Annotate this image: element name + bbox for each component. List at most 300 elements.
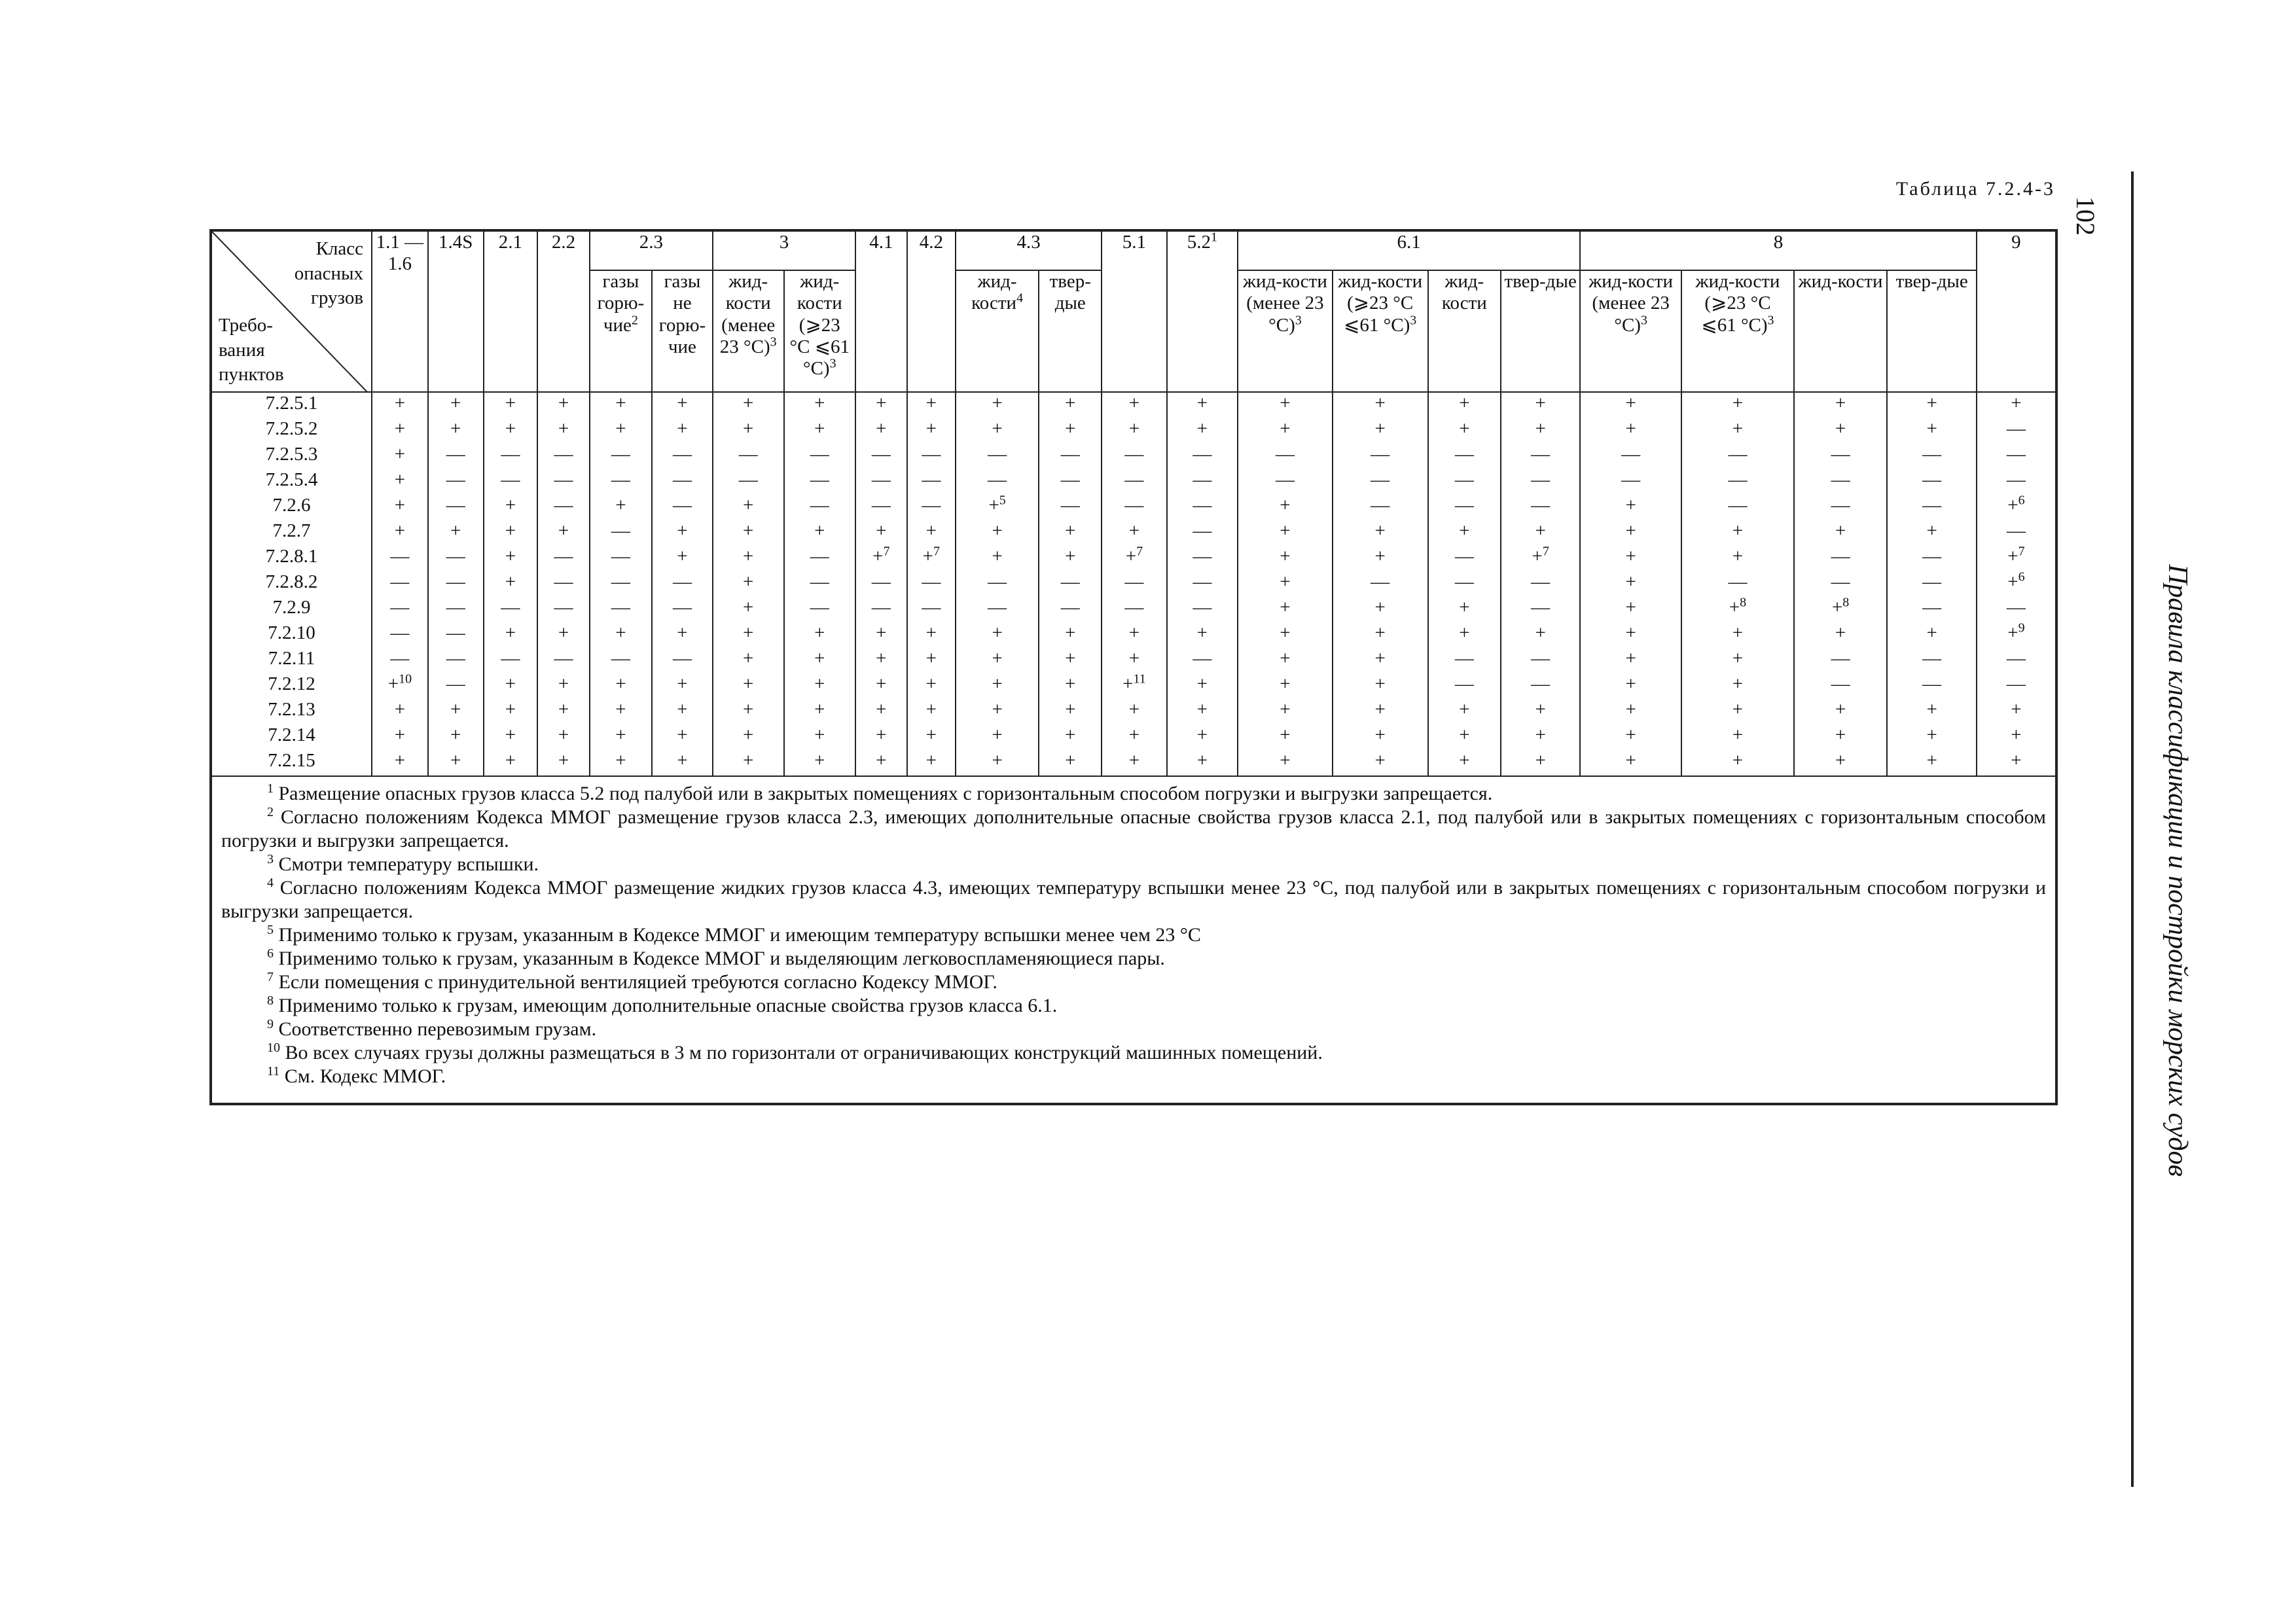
table-cell: +$^{10}$ <box>372 673 428 699</box>
footnote-marker: 7 <box>1542 546 1549 559</box>
table-cell: — <box>907 495 956 520</box>
table-cell: — <box>1167 546 1238 571</box>
class-header: 1.4S <box>428 230 484 392</box>
table-cell: + <box>484 622 538 648</box>
table-cell: — <box>907 571 956 597</box>
footnote-number: 3 <box>267 852 274 866</box>
footnote-marker: 7 <box>2018 546 2025 559</box>
table-cell: +$^9$ <box>1977 622 2056 648</box>
subclass-header: твер-дые <box>1887 270 1976 392</box>
table-cell: + <box>484 750 538 776</box>
table-cell: — <box>537 571 590 597</box>
footnote-number: 7 <box>267 970 274 984</box>
table-cell: + <box>590 495 652 520</box>
table-cell: +$^7$ <box>1501 546 1580 571</box>
table-cell: — <box>590 444 652 469</box>
table-cell: + <box>1167 392 1238 418</box>
footnote-number: 10 <box>267 1041 280 1055</box>
table-cell: + <box>1580 495 1681 520</box>
table-cell: + <box>1039 699 1102 724</box>
footnote-marker: 4 <box>1016 291 1024 306</box>
table-row <box>211 546 2056 571</box>
table-cell: — <box>1681 444 1794 469</box>
table-cell: — <box>428 444 484 469</box>
table-cell: + <box>713 622 784 648</box>
table-cell: + <box>1039 520 1102 546</box>
table-cell: — <box>372 546 428 571</box>
requirement-point-label: 7.2.8.2 <box>211 571 372 597</box>
table-cell: + <box>590 392 652 418</box>
table-row <box>211 724 2056 750</box>
table-cell: + <box>956 622 1039 648</box>
running-title: Правила классификации и постройки морских судов <box>2162 564 2193 1177</box>
table-cell: — <box>1681 469 1794 495</box>
table-cell: + <box>484 699 538 724</box>
table-cell: — <box>1887 673 1976 699</box>
table-cell: — <box>1794 495 1888 520</box>
subclass-header: газы горю-чие$^2$ <box>590 270 652 392</box>
table-row <box>211 469 2056 495</box>
table-cell: — <box>1887 444 1976 469</box>
footnote: $^6$ Применимо только к грузам, указанным в Кодексе ММОГ и выделяющим легковоспламеняющиеся пары. <box>267 946 1165 969</box>
table-cell: + <box>1039 546 1102 571</box>
table-cell: — <box>484 648 538 673</box>
table-cell: + <box>1580 724 1681 750</box>
table-cell: + <box>652 546 713 571</box>
table-cell: + <box>484 495 538 520</box>
cargo-requirements-table <box>209 229 2058 1105</box>
table-cell: + <box>855 750 907 776</box>
class-header: 2.1 <box>484 230 538 392</box>
footnote-marker: 11 <box>1133 673 1146 687</box>
footnote-marker: 7 <box>933 546 941 559</box>
table-cell: + <box>1039 418 1102 444</box>
table-cell: + <box>1167 418 1238 444</box>
table-cell: + <box>956 392 1039 418</box>
table-cell: — <box>1333 444 1428 469</box>
table-cell: + <box>428 750 484 776</box>
requirement-point-label: 7.2.5.1 <box>211 392 372 418</box>
table-cell: + <box>1580 520 1681 546</box>
class-header: 6.1 <box>1238 230 1580 270</box>
footnote-marker: 8 <box>1740 597 1747 610</box>
table-cell: + <box>713 648 784 673</box>
table-cell: + <box>1167 724 1238 750</box>
table-cell: + <box>1102 724 1166 750</box>
table-cell: + <box>1238 622 1333 648</box>
class-header: 5.1 <box>1102 230 1166 392</box>
table-cell: + <box>1681 418 1794 444</box>
footnote: $^{11}$ См. Кодекс ММОГ. <box>267 1064 446 1087</box>
footnotes-cell <box>211 776 2056 1104</box>
table-cell: + <box>1238 724 1333 750</box>
table-cell: — <box>428 571 484 597</box>
table-cell: + <box>1238 546 1333 571</box>
table-cell: + <box>1794 699 1888 724</box>
table-cell: — <box>1887 469 1976 495</box>
table-cell: + <box>428 724 484 750</box>
table-cell: — <box>956 469 1039 495</box>
table-cell: — <box>855 469 907 495</box>
table-cell: + <box>1333 673 1428 699</box>
table-cell: — <box>713 444 784 469</box>
table-cell: — <box>537 648 590 673</box>
table-cell: + <box>484 571 538 597</box>
table-cell: + <box>1238 597 1333 622</box>
table-cell: + <box>537 418 590 444</box>
table-cell: — <box>372 571 428 597</box>
table-cell: + <box>1681 622 1794 648</box>
table-cell: + <box>713 699 784 724</box>
table-cell: + <box>1039 673 1102 699</box>
class-header: 4.1 <box>855 230 907 392</box>
table-cell: — <box>590 546 652 571</box>
table-caption: Таблица 7.2.4-3 <box>1895 178 2055 200</box>
table-cell: + <box>1428 392 1501 418</box>
table-cell: + <box>1887 520 1976 546</box>
table-cell: + <box>956 520 1039 546</box>
table-row <box>211 392 2056 418</box>
table-cell: + <box>652 699 713 724</box>
table-cell: — <box>1333 469 1428 495</box>
table-cell: + <box>590 750 652 776</box>
table-cell: + <box>537 673 590 699</box>
table-cell: + <box>1102 392 1166 418</box>
table-cell: + <box>1501 392 1580 418</box>
table-cell: + <box>484 520 538 546</box>
table-cell: + <box>1794 750 1888 776</box>
table-cell: — <box>956 571 1039 597</box>
table-cell: — <box>428 622 484 648</box>
corner-requirements-label: Требо- вания пунктов <box>219 314 284 385</box>
table-cell: +$^7$ <box>907 546 956 571</box>
requirement-point-label: 7.2.12 <box>211 673 372 699</box>
table-cell: +$^{11}$ <box>1102 673 1166 699</box>
table-cell: + <box>1238 648 1333 673</box>
table-cell: + <box>1887 750 1976 776</box>
table-cell: + <box>1887 622 1976 648</box>
table-cell: + <box>1501 520 1580 546</box>
class-header: $5.2^1$ <box>1167 230 1238 392</box>
table-row <box>211 571 2056 597</box>
table-cell: + <box>1501 699 1580 724</box>
table-cell: — <box>1977 444 2056 469</box>
footnote: $^{10}$ Во всех случаях грузы должны размещаться в 3 м по горизонтали от ограничивающих конструкций машинных помещений. <box>267 1041 1323 1063</box>
table-cell: + <box>1428 750 1501 776</box>
table-cell: + <box>537 724 590 750</box>
table-cell: + <box>428 520 484 546</box>
table-cell: + <box>1428 724 1501 750</box>
table-cell: — <box>1887 495 1976 520</box>
table-cell: — <box>1428 495 1501 520</box>
table-cell: + <box>372 495 428 520</box>
margin-rule <box>2131 171 2134 1487</box>
table-cell: — <box>1794 673 1888 699</box>
table-cell: — <box>1039 495 1102 520</box>
table-cell: +$^6$ <box>1977 495 2056 520</box>
table-cell: — <box>1887 648 1976 673</box>
corner-class-label: Класс опасных грузов <box>294 238 364 309</box>
table-cell: +$^7$ <box>855 546 907 571</box>
table-cell: + <box>956 418 1039 444</box>
table-cell: + <box>1039 648 1102 673</box>
table-cell: — <box>784 571 856 597</box>
table-cell: + <box>907 648 956 673</box>
footnote-marker: 3 <box>1767 313 1774 328</box>
table-cell: — <box>1977 418 2056 444</box>
table-cell: + <box>1167 750 1238 776</box>
subclass-header: жид-кости (менее 23 °С)$^3$ <box>713 270 784 392</box>
footnote-number: 1 <box>267 781 274 796</box>
table-cell: — <box>1501 444 1580 469</box>
footnote-marker: 3 <box>1295 313 1302 328</box>
subclass-header: твер-дые <box>1039 270 1102 392</box>
table-cell: + <box>956 724 1039 750</box>
footnote-number: 9 <box>267 1017 274 1031</box>
class-header: 1.1 — 1.6 <box>372 230 428 392</box>
table-cell: — <box>1681 571 1794 597</box>
requirement-point-label: 7.2.15 <box>211 750 372 776</box>
table-cell: + <box>372 444 428 469</box>
table-cell: +$^7$ <box>1977 546 2056 571</box>
footnote-marker: 2 <box>631 313 638 328</box>
table-cell: + <box>855 699 907 724</box>
subclass-header: жид-кости (⩾23 °С ⩽61 °С)$^3$ <box>1681 270 1794 392</box>
table-cell: — <box>1238 444 1333 469</box>
table-cell: — <box>1102 571 1166 597</box>
table-cell: + <box>1681 648 1794 673</box>
table-cell: + <box>652 724 713 750</box>
table-cell: — <box>1102 495 1166 520</box>
table-cell: — <box>855 495 907 520</box>
table-cell: — <box>1887 546 1976 571</box>
table-cell: + <box>1238 520 1333 546</box>
table-cell: — <box>1333 571 1428 597</box>
table-cell: — <box>537 469 590 495</box>
table-cell: + <box>713 418 784 444</box>
header-row-classes <box>211 230 2056 270</box>
footnote-marker: 10 <box>399 673 412 687</box>
footnote: $^4$ Согласно положениям Кодекса ММОГ размещение жидких грузов класса 4.3, имеющих температуру вспышки менее 23 °С, под палубой или в закрытых помещениях с горизонтальным способом погрузки и выгрузки запрещается. <box>221 876 2046 922</box>
table-cell: — <box>1501 648 1580 673</box>
table-cell: + <box>1681 673 1794 699</box>
table-cell: — <box>1794 444 1888 469</box>
table-cell: — <box>956 444 1039 469</box>
table-cell: + <box>1238 571 1333 597</box>
table-cell: — <box>1887 597 1976 622</box>
table-cell: + <box>784 622 856 648</box>
table-cell: + <box>713 520 784 546</box>
table-cell: + <box>590 699 652 724</box>
table-cell: + <box>855 418 907 444</box>
table-row <box>211 699 2056 724</box>
table-cell: — <box>428 546 484 571</box>
table-cell: + <box>1238 392 1333 418</box>
table-cell: + <box>1333 520 1428 546</box>
table-cell: + <box>484 546 538 571</box>
table-cell: — <box>652 444 713 469</box>
table-cell: + <box>1102 750 1166 776</box>
table-cell: + <box>1428 699 1501 724</box>
table-cell: — <box>907 597 956 622</box>
table-cell: — <box>1681 495 1794 520</box>
header-corner-cell <box>211 230 372 392</box>
table-cell: + <box>1238 418 1333 444</box>
table-cell: + <box>907 520 956 546</box>
class-header: 9 <box>1977 230 2056 392</box>
footnote-marker: 7 <box>883 546 890 559</box>
table-cell: + <box>1580 699 1681 724</box>
table-cell: + <box>855 648 907 673</box>
table-cell: + <box>1977 724 2056 750</box>
table-cell: — <box>1102 444 1166 469</box>
table-cell: — <box>590 648 652 673</box>
table-cell: — <box>537 495 590 520</box>
table-cell: + <box>484 392 538 418</box>
subclass-header: жид-кости (менее 23 °С)$^3$ <box>1238 270 1333 392</box>
table-cell: + <box>907 418 956 444</box>
table-cell: + <box>537 622 590 648</box>
table-cell: + <box>1238 673 1333 699</box>
table-cell: — <box>1428 469 1501 495</box>
table-cell: + <box>907 392 956 418</box>
table-cell: + <box>713 750 784 776</box>
table-cell: + <box>907 750 956 776</box>
requirement-point-label: 7.2.14 <box>211 724 372 750</box>
table-cell: — <box>1039 469 1102 495</box>
requirement-point-label: 7.2.5.2 <box>211 418 372 444</box>
table-cell: — <box>1501 673 1580 699</box>
table-cell: + <box>1238 750 1333 776</box>
table-cell: — <box>907 469 956 495</box>
class-header: 2.2 <box>537 230 590 392</box>
table-cell: — <box>652 597 713 622</box>
table-cell: — <box>1977 520 2056 546</box>
table-cell: — <box>784 495 856 520</box>
footnote-marker: 7 <box>1136 546 1143 559</box>
table-cell: + <box>855 392 907 418</box>
table-row <box>211 622 2056 648</box>
table-cell: — <box>1333 495 1428 520</box>
table-cell: — <box>1501 495 1580 520</box>
subclass-header: жид-кости <box>1794 270 1888 392</box>
table-cell: — <box>1102 597 1166 622</box>
table-cell: — <box>1167 571 1238 597</box>
class-header: 3 <box>713 230 855 270</box>
footnote: $^2$ Согласно положениям Кодекса ММОГ размещение грузов класса 2.3, имеющих дополнительные опасные свойства грузов класса 2.1, под палубой или в закрытых помещениях с горизонтальным способом погрузки и выгрузки запрещается. <box>221 805 2046 851</box>
table-cell: — <box>484 597 538 622</box>
footnotes-row <box>211 776 2056 1104</box>
table-cell: + <box>1580 622 1681 648</box>
table-cell: — <box>1238 469 1333 495</box>
table-cell: + <box>713 392 784 418</box>
table-cell: + <box>1580 546 1681 571</box>
class-header: 4.3 <box>956 230 1102 270</box>
table-cell: — <box>372 648 428 673</box>
table-cell: — <box>428 469 484 495</box>
table-cell: — <box>537 444 590 469</box>
table-cell: + <box>784 520 856 546</box>
table-cell: + <box>537 699 590 724</box>
table-cell: — <box>1794 546 1888 571</box>
table-cell: + <box>652 520 713 546</box>
table-cell: + <box>652 750 713 776</box>
footnote-marker: 6 <box>2018 495 2025 508</box>
table-cell: + <box>1039 724 1102 750</box>
footnote-number: 8 <box>267 993 274 1008</box>
table-cell: + <box>1681 699 1794 724</box>
table-cell: + <box>372 418 428 444</box>
requirement-point-label: 7.2.7 <box>211 520 372 546</box>
table-cell: + <box>1580 392 1681 418</box>
table-cell: + <box>1428 597 1501 622</box>
subclass-header: твер-дые <box>1501 270 1580 392</box>
table-cell: + <box>1794 724 1888 750</box>
table-cell: + <box>590 673 652 699</box>
table-cell: + <box>1681 546 1794 571</box>
table-cell: + <box>484 418 538 444</box>
table-row <box>211 520 2056 546</box>
subclass-header: жид-кости (⩾23 °С ⩽61 °С)$^3$ <box>1333 270 1428 392</box>
table-cell: + <box>1501 750 1580 776</box>
table-cell: — <box>1977 597 2056 622</box>
table-cell: + <box>1887 699 1976 724</box>
table-cell: + <box>1977 699 2056 724</box>
table-cell: — <box>372 622 428 648</box>
footnote-marker: 9 <box>2018 622 2025 635</box>
footnote: $^8$ Применимо только к грузам, имеющим дополнительные опасные свойства грузов класса 6.1. <box>267 993 1058 1016</box>
requirement-point-label: 7.2.8.1 <box>211 546 372 571</box>
subclass-header: газы не горю-чие <box>652 270 713 392</box>
table-cell: +$^7$ <box>1102 546 1166 571</box>
table-cell: +$^5$ <box>956 495 1039 520</box>
table-cell: — <box>1428 648 1501 673</box>
table-cell: — <box>1428 571 1501 597</box>
table-cell: + <box>1167 622 1238 648</box>
footnote-number: 11 <box>267 1064 280 1079</box>
table-cell: — <box>784 444 856 469</box>
table-cell: — <box>907 444 956 469</box>
table-cell: + <box>784 699 856 724</box>
table-cell: + <box>1580 648 1681 673</box>
table-cell: — <box>1428 673 1501 699</box>
footnote: $^9$ Соответственно перевозимым грузам. <box>267 1017 597 1040</box>
table-cell: + <box>372 750 428 776</box>
table-cell: + <box>1681 520 1794 546</box>
table-cell: — <box>537 546 590 571</box>
table-cell: — <box>1501 571 1580 597</box>
table-cell: — <box>1167 444 1238 469</box>
table-cell: + <box>590 622 652 648</box>
table-cell: + <box>428 418 484 444</box>
table-cell: + <box>1501 724 1580 750</box>
table-cell: + <box>1977 392 2056 418</box>
table-cell: + <box>1039 622 1102 648</box>
table-cell: + <box>1580 571 1681 597</box>
table-cell: + <box>1977 750 2056 776</box>
table-cell: + <box>784 392 856 418</box>
table-cell: — <box>1501 597 1580 622</box>
table-cell: + <box>1580 597 1681 622</box>
table-cell: — <box>590 571 652 597</box>
table-cell: — <box>428 648 484 673</box>
table-cell: — <box>1102 469 1166 495</box>
table-cell: + <box>372 520 428 546</box>
table-cell: + <box>956 546 1039 571</box>
table-cell: — <box>784 546 856 571</box>
table-cell: — <box>1428 546 1501 571</box>
footnote-number: 5 <box>267 923 274 937</box>
